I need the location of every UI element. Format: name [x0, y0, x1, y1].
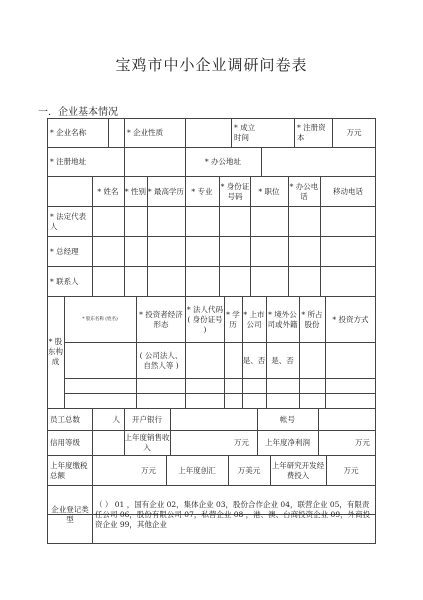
export-unit: 万美元 — [237, 465, 261, 475]
investor-type-header: * 投资者经济形态 — [139, 309, 183, 329]
sales-unit: 万元 — [234, 438, 249, 447]
row-contact-person: * 联系人 — [50, 276, 79, 286]
col-education: * 最高学历 — [147, 186, 185, 196]
reg-type-label: 企业登记类型 — [51, 505, 89, 524]
account-label: 帐号 — [280, 414, 295, 424]
legal-rep-code-header: * 法人代码( 身份证号 ) — [186, 304, 224, 334]
bank-label: 开户银行 — [132, 414, 162, 424]
listed-note: 是、否 — [242, 355, 266, 365]
overseas-company-header: * 境外公司或外籍 — [267, 309, 298, 329]
net-profit-unit: 万元 — [355, 438, 370, 447]
office-address-label: * 办公地址 — [204, 157, 242, 166]
reg-type-text: （ ） 01 ，国有企业 02，集体企业 03，股份合作企业 04，联营企业 05，有限责任公司 06，股份有限公司 07，私营企业 08 ，港、澳、台商投资企业 09，外商投资企业 99，其他企业 — [95, 500, 371, 529]
shareholder-name-header: * 股东名称 (姓名) — [82, 316, 118, 322]
share-ratio-header: * 所占股份 — [301, 309, 323, 329]
enterprise-nature-label: * 企业性质 — [127, 128, 164, 137]
rnd-unit: 万元 — [343, 465, 359, 475]
col-position: * 职位 — [258, 186, 280, 196]
investment-method-header: * 投资方式 — [332, 314, 369, 324]
education-header: * 学历 — [226, 309, 240, 329]
page-title: 宝鸡市中小企业调研问卷表 — [115, 56, 308, 74]
section-heading: 一．企业基本情况 — [38, 107, 118, 118]
registered-capital-label: * 注册资本 — [297, 123, 326, 142]
registered-capital-unit: 万元 — [346, 128, 362, 137]
overseas-note: 是、否 — [271, 355, 294, 365]
col-gender: * 性别 — [124, 186, 147, 196]
credit-label: 信用等级 — [50, 438, 80, 447]
tax-unit: 万元 — [141, 465, 156, 475]
rnd-label: 上年研究开发经费投入 — [271, 460, 325, 480]
established-time-label: * 成立时间 — [234, 123, 256, 142]
sales-label: 上年度销售收入 — [124, 433, 170, 452]
employees-label: 员工总数 — [50, 414, 80, 424]
export-label: 上年度创汇 — [178, 465, 216, 475]
col-mobile: 移动电话 — [333, 186, 363, 196]
row-general-manager: * 总经理 — [50, 246, 79, 256]
tax-label: 上年度缴税总额 — [50, 460, 88, 480]
registered-address-label: * 注册地址 — [50, 157, 87, 166]
col-major: * 专业 — [191, 186, 213, 196]
investor-type-note: ( 公司法人、自然人等 ) — [139, 350, 183, 370]
listed-company-header: * 上市公司 — [243, 309, 265, 329]
employees-unit: 人 — [112, 414, 120, 424]
col-name: * 姓名 — [97, 186, 119, 196]
col-id-number: * 身份证号码 — [220, 181, 250, 201]
shareholders-label: * 股东构成 — [48, 337, 63, 366]
row-legal-representative: * 法定代表人 — [50, 211, 87, 231]
company-name-label: * 企业名称 — [50, 128, 87, 137]
net-profit-label: 上年度净利润 — [265, 438, 310, 447]
col-office-phone: * 办公电话 — [289, 181, 319, 201]
